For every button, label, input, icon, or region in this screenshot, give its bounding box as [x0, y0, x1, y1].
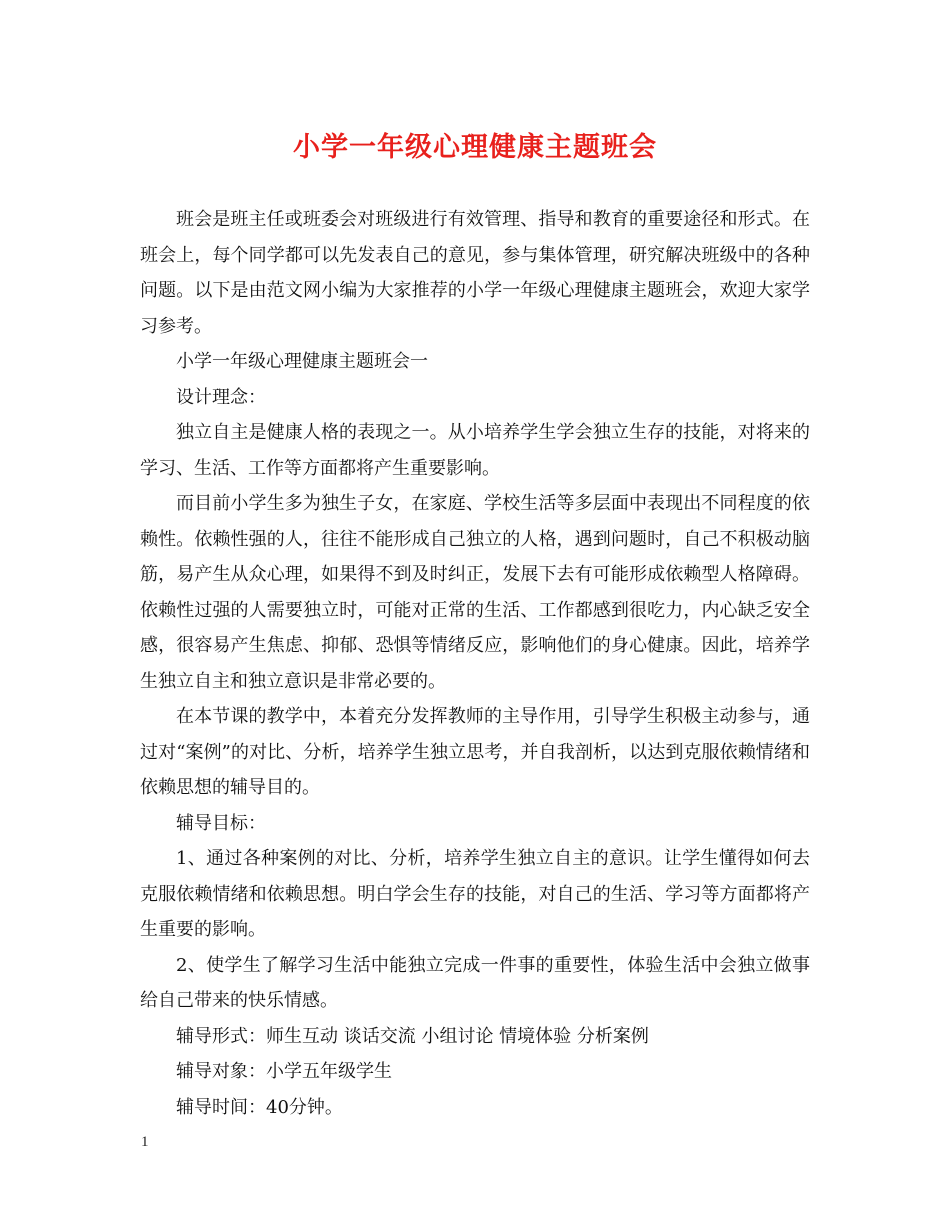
paragraph: 而目前小学生多为独生子女，在家庭、学校生活等多层面中表现出不同程度的依赖性。依赖性强的人，往往不能形成自己独立的人格，遇到问题时，自己不积极动脑筋，易产生从众心理，如果得不到及时纠正，发展下去有可能形成依赖型人格障碍。依赖性过强的人需要独立时，可能对正常的生活、工作都感到很吃力，内心缺乏安全感，很容易产生焦虑、抑郁、恐惧等情绪反应，影响他们的身心健康。因此，培养学生独立自主和独立意识是非常必要的。 — [140, 493, 810, 692]
info-line-audience: 辅导对象：小学五年级学生 — [176, 1061, 392, 1082]
document-title: 小学一年级心理健康主题班会 — [293, 132, 657, 163]
page-number: 1 — [141, 1134, 149, 1150]
intro-paragraph: 班会是班主任或班委会对班级进行有效管理、指导和教育的重要途径和形式。在班会上，每个同学都可以先发表自己的意见，参与集体管理，研究解决班级中的各种问题。以下是由范文网小编为大家推荐的小学一年级心理健康主题班会，欢迎大家学习参考。 — [140, 209, 810, 337]
info-line-duration: 辅导时间：40分钟。 — [176, 1096, 343, 1118]
paragraph: 独立自主是健康人格的表现之一。从小培养学生学会独立生存的技能，对将来的学习、生活、工作等方面都将产生重要影响。 — [140, 422, 810, 479]
paragraph: 在本节课的教学中，本着充分发挥教师的主导作用，引导学生积极主动参与，通过对“案例”的对比、分析，培养学生独立思考，并自我剖析，以达到克服依赖情绪和依赖思想的辅导目的。 — [140, 706, 810, 798]
section-heading: 小学一年级心理健康主题班会一 — [176, 351, 428, 372]
subheading-design-concept: 设计理念： — [176, 386, 266, 408]
info-line-format: 辅导形式：师生互动 谈话交流 小组讨论 情境体验 分析案例 — [176, 1025, 649, 1047]
goal-item: 2、使学生了解学习生活中能独立完成一件事的重要性，体验生活中会独立做事给自己带来的快乐情感。 — [140, 954, 810, 1011]
subheading-goals: 辅导目标： — [176, 812, 266, 834]
goal-item: 1、通过各种案例的对比、分析，培养学生独立自主的意识。让学生懂得如何去克服依赖情绪和依赖思想。明白学会生存的技能，对自己的生活、学习等方面都将产生重要的影响。 — [140, 848, 810, 940]
document-body — [140, 202, 810, 1125]
